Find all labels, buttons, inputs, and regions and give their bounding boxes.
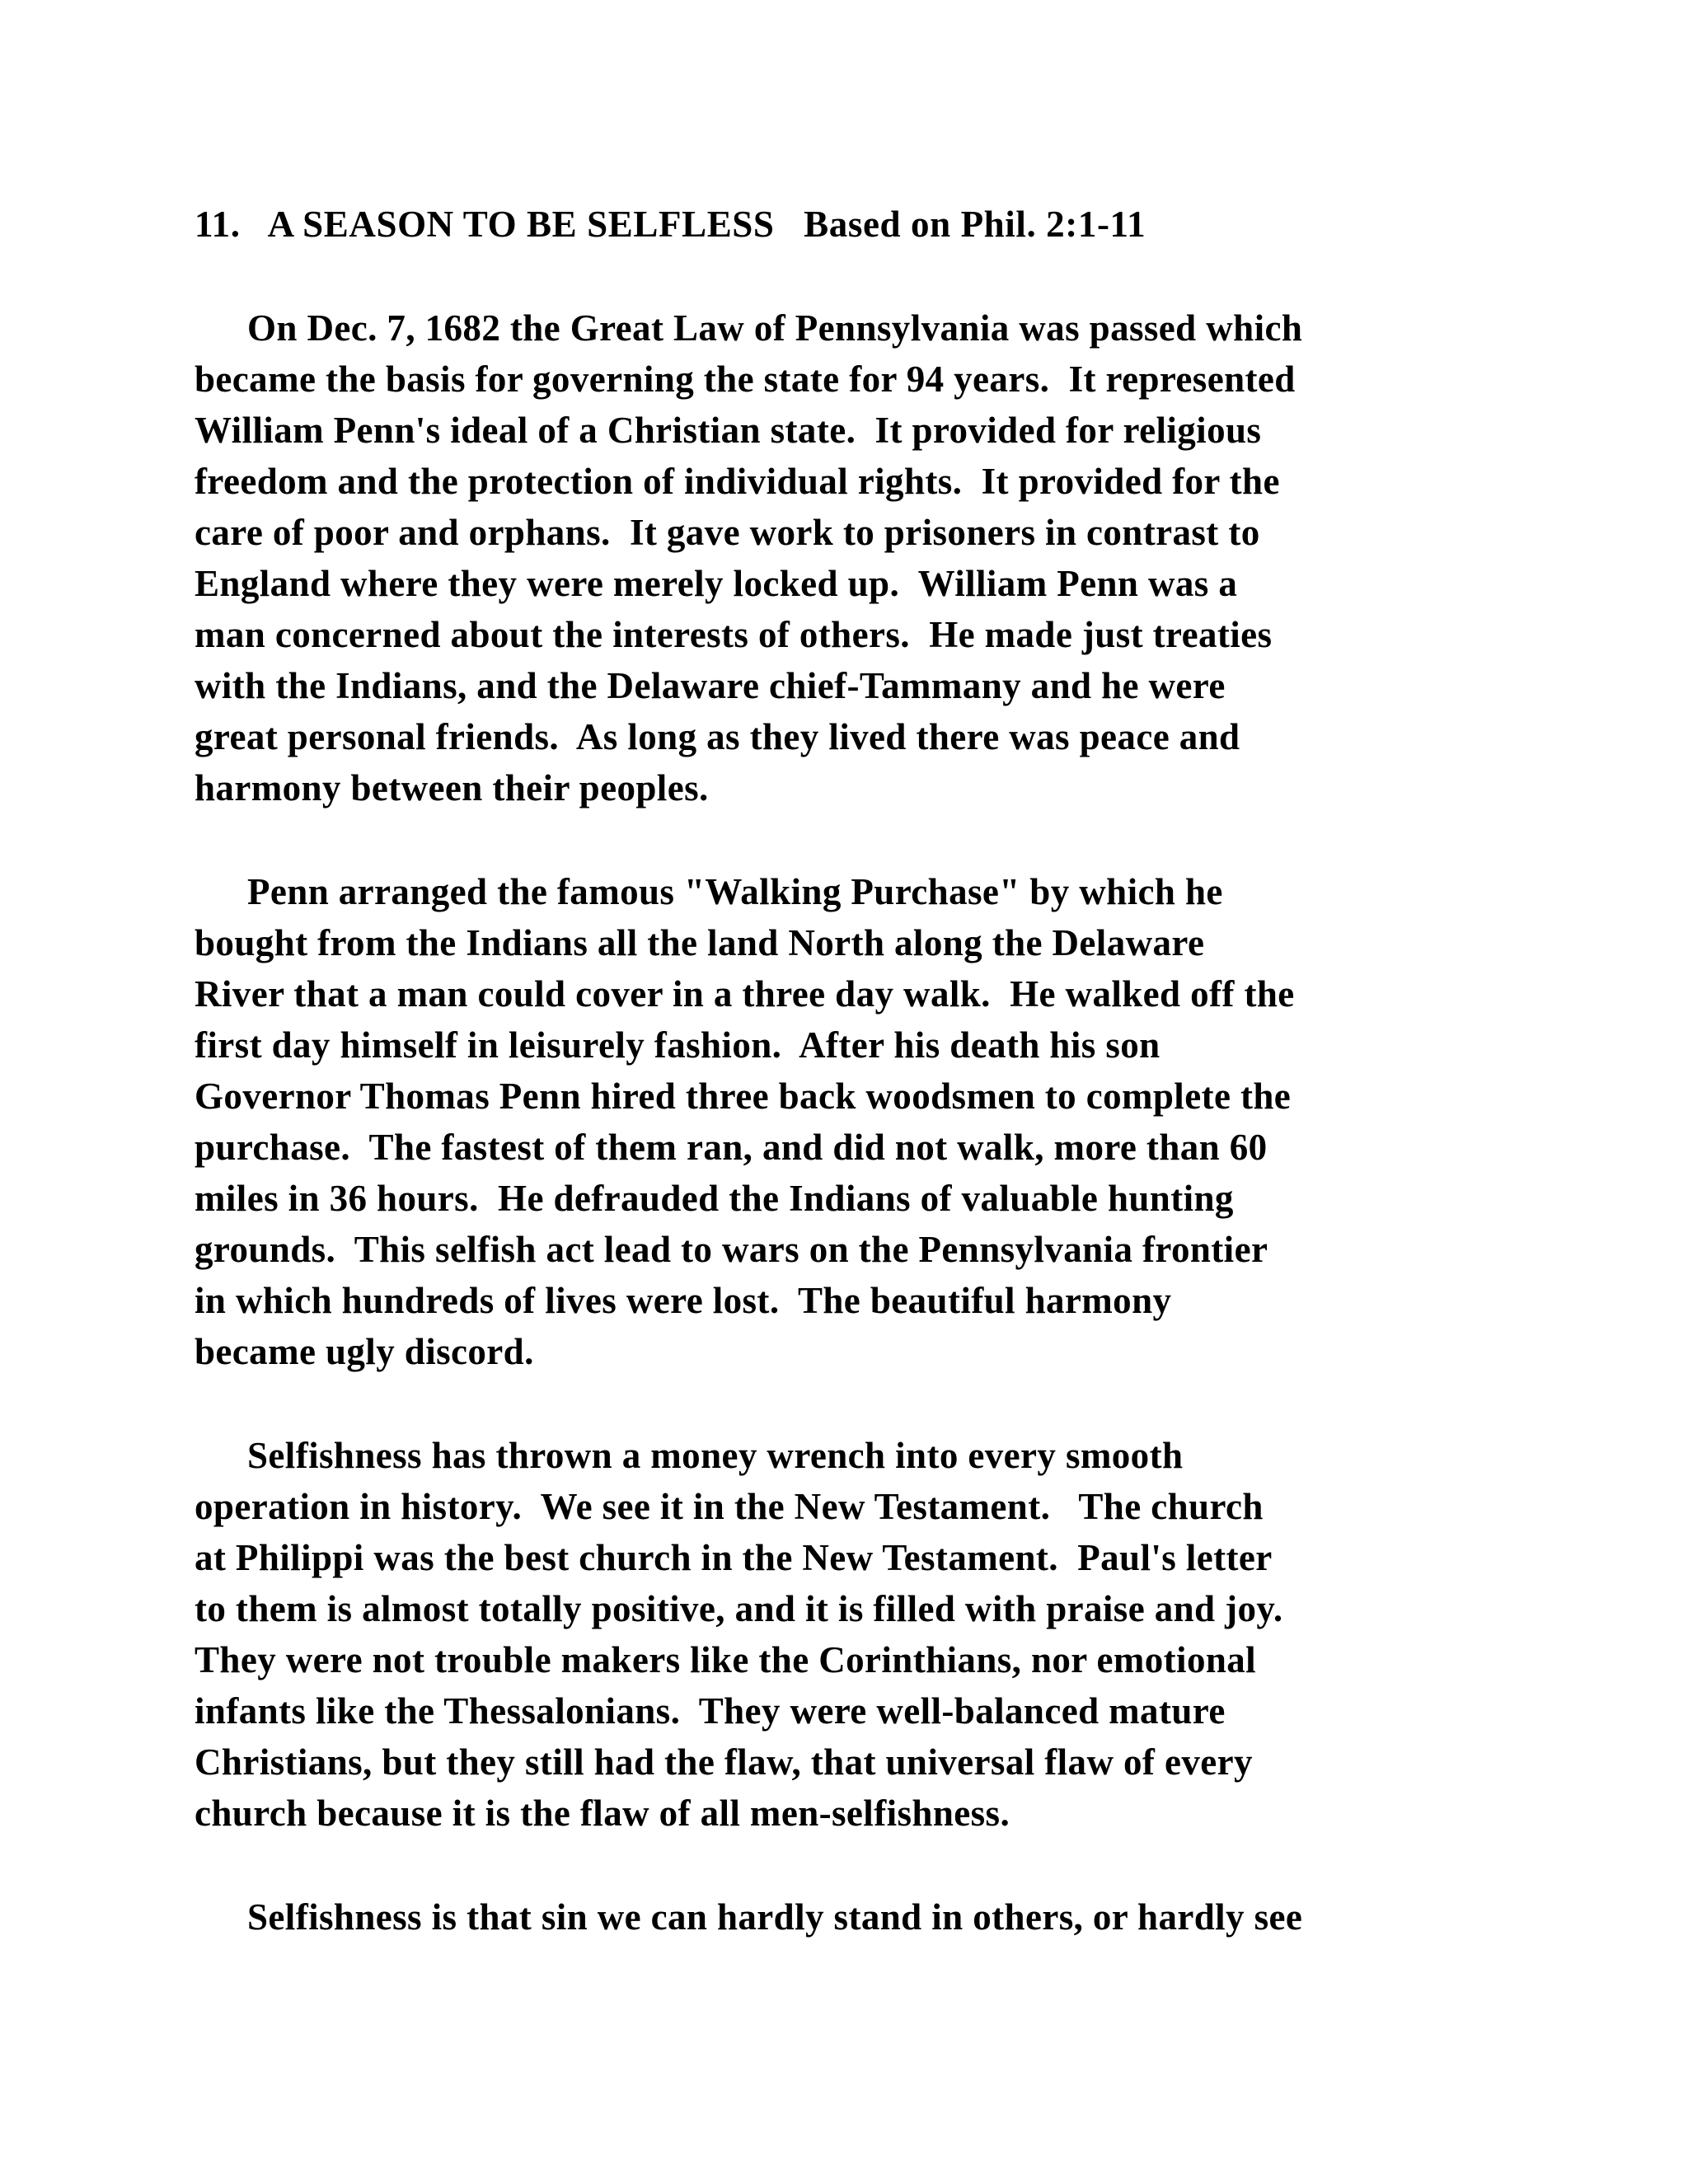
paragraph-line: freedom and the protection of individual rights. It provided for the: [195, 461, 1280, 502]
paragraph-line: England where they were merely locked up. William Penn was a: [195, 563, 1238, 604]
paragraph-line: miles in 36 hours. He defrauded the Indians of valuable hunting: [195, 1178, 1234, 1219]
paragraph-line: in which hundreds of lives were lost. The beautiful harmony: [195, 1280, 1172, 1321]
paragraph-line: Selfishness has thrown a money wrench into every smooth: [247, 1435, 1184, 1476]
paragraph-line: care of poor and orphans. It gave work to prisoners in contrast to: [195, 512, 1260, 553]
paragraph-line: On Dec. 7, 1682 the Great Law of Pennsylvania was passed which: [247, 307, 1303, 349]
paragraph-line: at Philippi was the best church in the New Testament. Paul's letter: [195, 1537, 1273, 1578]
paragraph-line: They were not trouble makers like the Corinthians, nor emotional: [195, 1639, 1257, 1680]
paragraph-line: Christians, but they still had the flaw, that universal flaw of every: [195, 1741, 1253, 1783]
paragraph-line: bought from the Indians all the land North along the Delaware: [195, 922, 1205, 963]
document-title: 11. A SEASON TO BE SELFLESS Based on Phil. 2:1-11: [195, 204, 1146, 245]
paragraph-line: River that a man could cover in a three day walk. He walked off the: [195, 973, 1295, 1015]
paragraph-line: church because it is the flaw of all men-selfishness.: [195, 1793, 1010, 1834]
paragraph-line: great personal friends. As long as they lived there was peace and: [195, 716, 1240, 757]
paragraph-line: infants like the Thessalonians. They were well-balanced mature: [195, 1690, 1226, 1732]
paragraph-line: operation in history. We see it in the New Testament. The church: [195, 1486, 1264, 1527]
paragraph-line: first day himself in leisurely fashion. After his death his son: [195, 1024, 1160, 1066]
paragraph-line: grounds. This selfish act lead to wars on the Pennsylvania frontier: [195, 1229, 1268, 1270]
paragraph-line: with the Indians, and the Delaware chief-Tammany and he were: [195, 665, 1226, 706]
paragraph-line: Selfishness is that sin we can hardly stand in others, or hardly see: [247, 1896, 1303, 1938]
paragraph-line: purchase. The fastest of them ran, and did not walk, more than 60: [195, 1127, 1268, 1168]
paragraph-line: became ugly discord.: [195, 1331, 534, 1372]
paragraph-line: Governor Thomas Penn hired three back woodsmen to complete the: [195, 1076, 1292, 1117]
paragraph-line: Penn arranged the famous "Walking Purchase" by which he: [247, 871, 1223, 912]
paragraph-line: William Penn's ideal of a Christian state. It provided for religious: [195, 410, 1262, 451]
paragraph-line: became the basis for governing the state for 94 years. It represented: [195, 359, 1296, 400]
paragraph-line: to them is almost totally positive, and it is filled with praise and joy.: [195, 1588, 1283, 1629]
paragraph-line: harmony between their peoples.: [195, 767, 709, 808]
paragraph-line: man concerned about the interests of others. He made just treaties: [195, 614, 1273, 655]
